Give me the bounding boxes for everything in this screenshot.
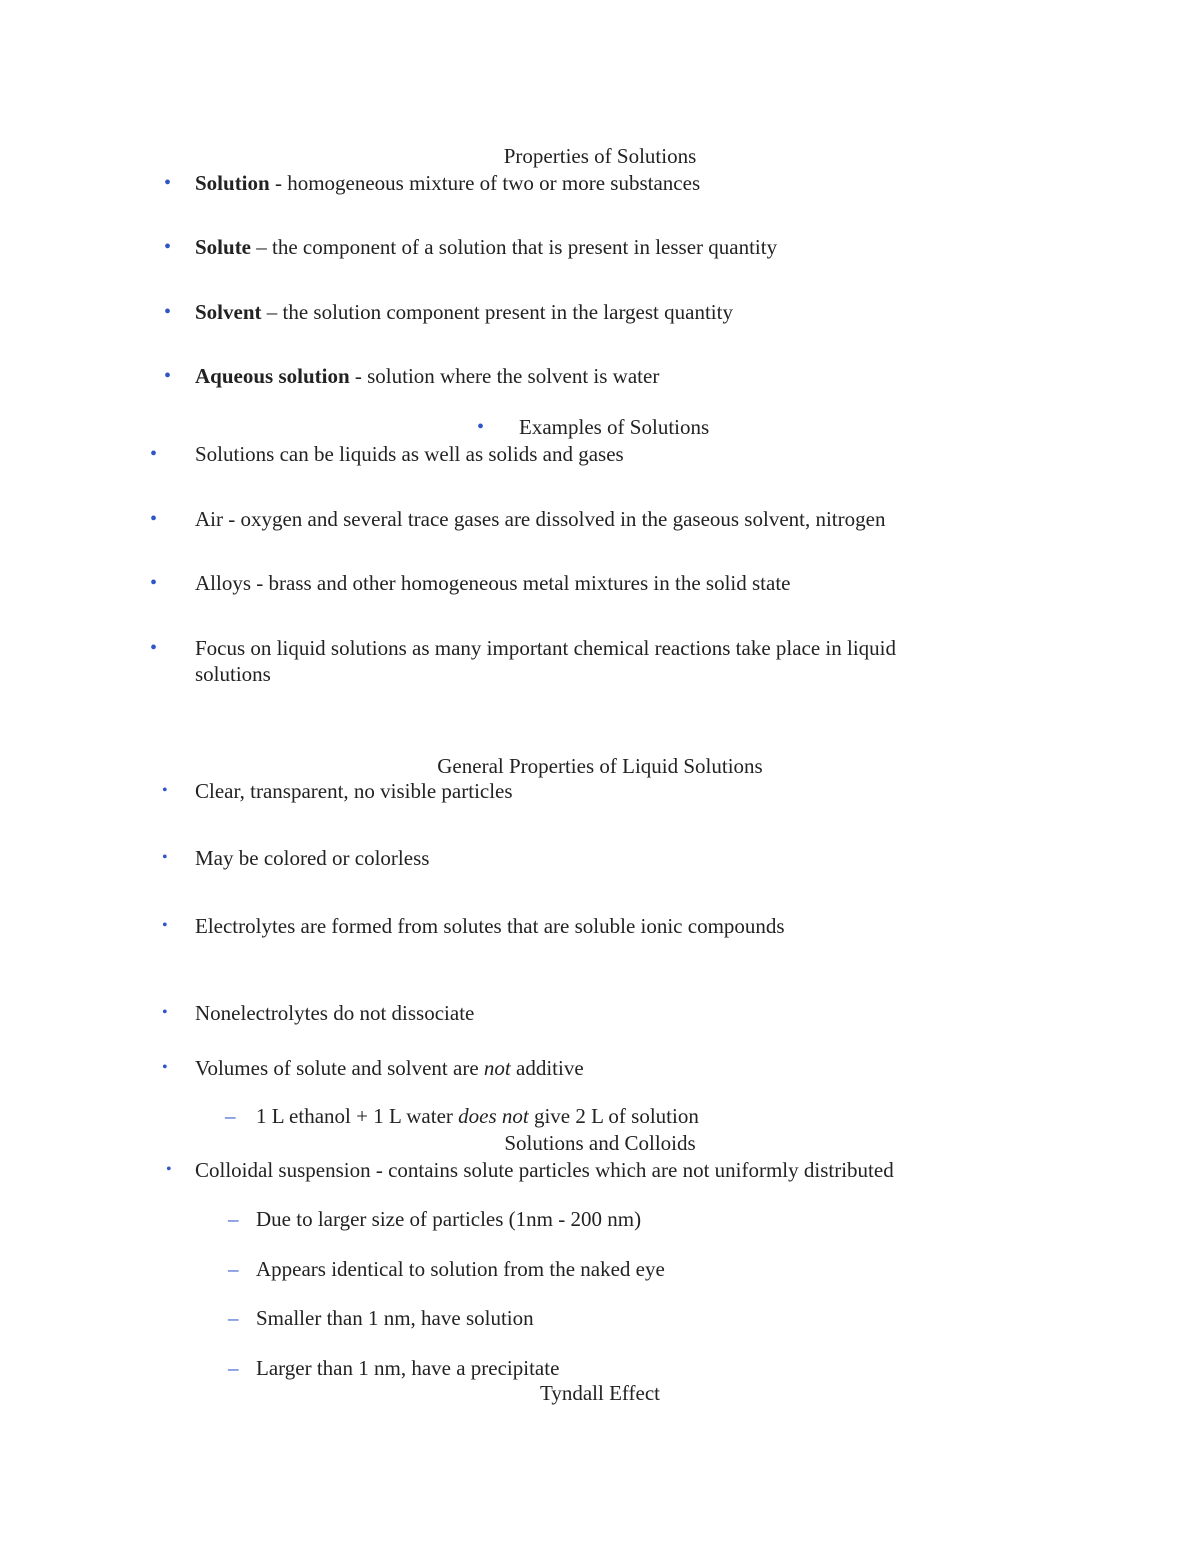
- dash-icon: –: [228, 1207, 239, 1231]
- sub-list-item: Appears identical to solution from the naked eye: [256, 1257, 665, 1281]
- sub-list-item: Larger than 1 nm, have a precipitate: [256, 1356, 560, 1380]
- bullet-icon: •: [150, 637, 158, 659]
- bullet-icon: •: [162, 1059, 168, 1076]
- list-item: Solute – the component of a solution that is present in lesser quantity: [195, 235, 778, 259]
- bullet-icon: •: [162, 782, 168, 799]
- bullet-icon: •: [150, 572, 158, 594]
- term: Aqueous solution: [195, 364, 350, 388]
- bullet-icon: •: [164, 365, 172, 387]
- list-item-continuation: solutions: [195, 662, 271, 686]
- list-item: Colloidal suspension - contains solute particles which are not uniformly distributed: [195, 1158, 894, 1182]
- section-title-general: General Properties of Liquid Solutions: [437, 754, 763, 778]
- section-title-tyndall: Tyndall Effect: [539, 1381, 660, 1405]
- bullet-icon: •: [164, 236, 172, 258]
- sub-list-item: Smaller than 1 nm, have solution: [256, 1306, 534, 1330]
- list-item: Solution - homogeneous mixture of two or more substances: [195, 171, 701, 195]
- dash-icon: –: [225, 1104, 236, 1128]
- section-title-properties: Properties of Solutions: [503, 144, 697, 168]
- bullet-icon: •: [164, 301, 172, 323]
- bullet-icon: •: [162, 917, 168, 934]
- bullet-icon: •: [164, 172, 172, 194]
- list-item: Electrolytes are formed from solutes that are soluble ionic compounds: [195, 914, 785, 938]
- list-item: Air - oxygen and several trace gases are dissolved in the gaseous solvent, nitrogen: [195, 507, 886, 531]
- list-item: Aqueous solution - solution where the solvent is water: [195, 364, 660, 388]
- dash-icon: –: [228, 1306, 239, 1330]
- list-item: Solutions can be liquids as well as solids and gases: [195, 442, 624, 466]
- list-item: Focus on liquid solutions as many important chemical reactions take place in liquid: [195, 636, 897, 660]
- bullet-icon: •: [150, 443, 158, 465]
- list-item: Solvent – the solution component present in the largest quantity: [195, 300, 733, 324]
- list-item: May be colored or colorless: [195, 846, 430, 870]
- term: Solvent: [195, 300, 262, 324]
- list-item: Clear, transparent, no visible particles: [195, 779, 513, 803]
- section-title-examples: Examples of Solutions: [519, 415, 710, 439]
- term: Solute: [195, 235, 252, 259]
- bullet-icon: •: [150, 508, 158, 530]
- sub-list-item: Due to larger size of particles (1nm - 200 nm): [256, 1207, 642, 1231]
- sub-list-item: 1 L ethanol + 1 L water does not give 2 L of solution: [256, 1104, 699, 1128]
- bullet-icon: •: [162, 1004, 168, 1021]
- list-item: Nonelectrolytes do not dissociate: [195, 1001, 475, 1025]
- bullet-icon: •: [166, 1161, 172, 1178]
- list-item: Alloys - brass and other homogeneous metal mixtures in the solid state: [195, 571, 791, 595]
- bullet-icon: •: [477, 416, 485, 438]
- section-title-colloids: Solutions and Colloids: [504, 1131, 696, 1155]
- list-item: Volumes of solute and solvent are not additive: [195, 1056, 584, 1080]
- dash-icon: –: [228, 1257, 239, 1281]
- dash-icon: –: [228, 1356, 239, 1380]
- term: Solution: [195, 171, 270, 195]
- bullet-icon: •: [162, 849, 168, 866]
